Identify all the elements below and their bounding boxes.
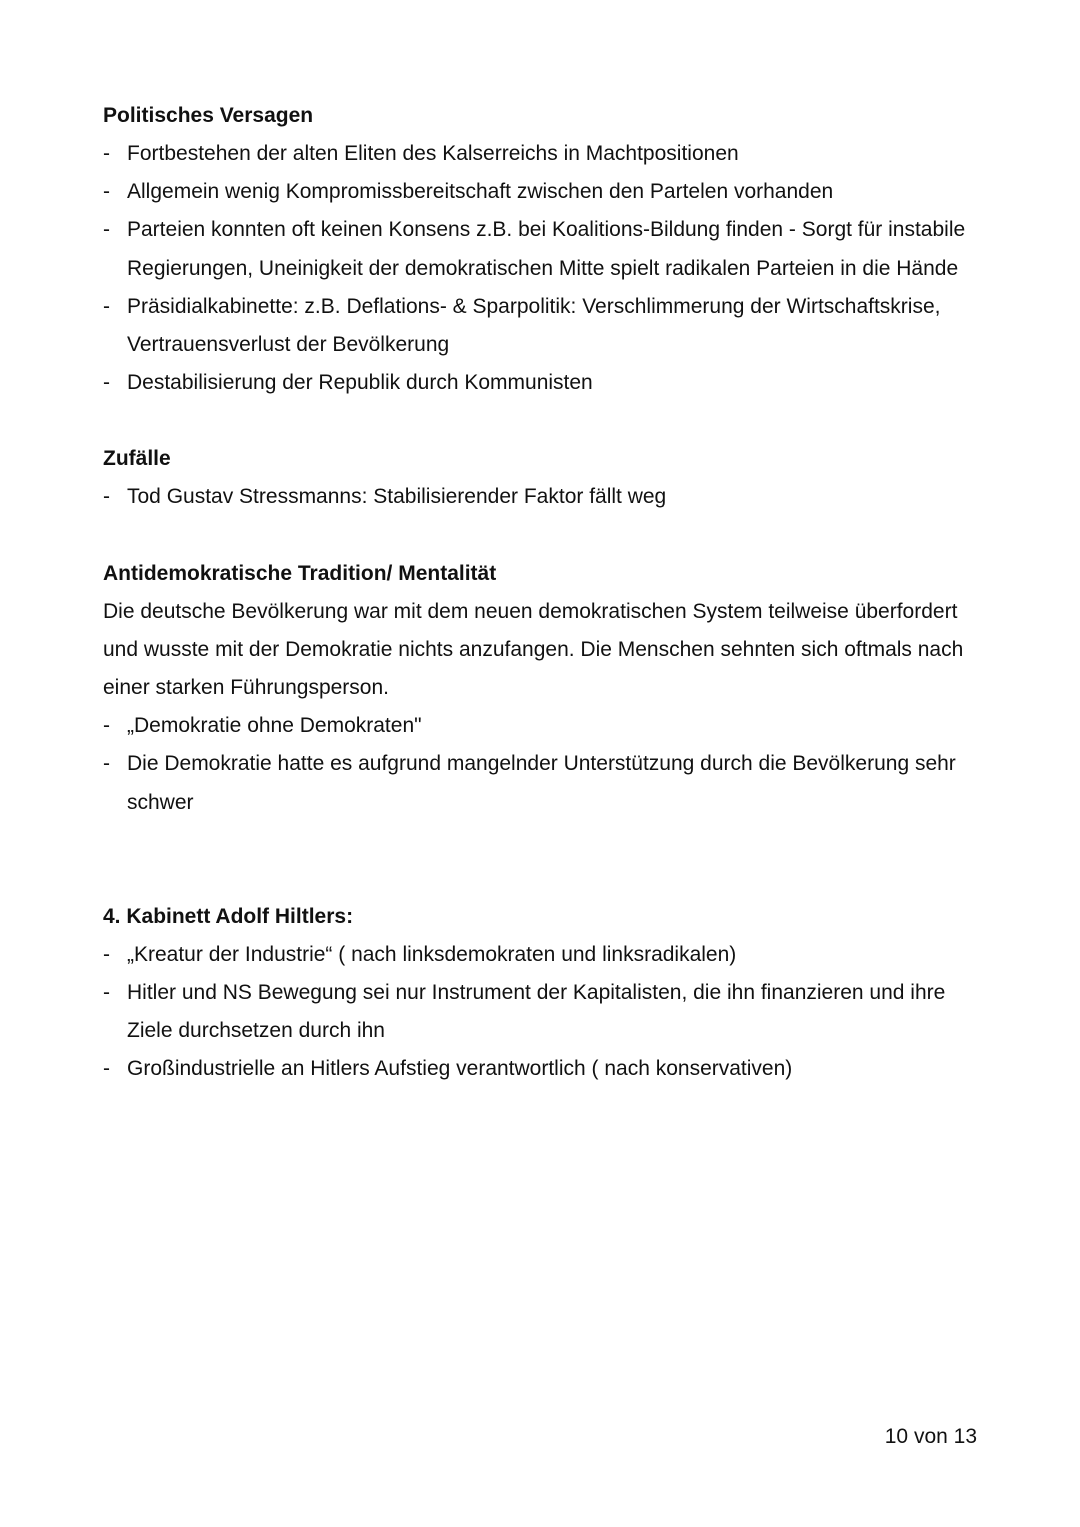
list-item xyxy=(103,173,983,211)
spacer xyxy=(103,822,983,898)
list-item xyxy=(103,745,983,821)
bullet-dash: - xyxy=(103,714,110,738)
list-item-text: „Demokratie ohne Demokraten" xyxy=(127,714,422,738)
list-item xyxy=(103,974,983,1050)
bullet-list xyxy=(103,936,983,1089)
list-item-text: Präsidialkabinette: z.B. Deflations- & Sparpolitik: Verschlimmerung der Wirtschaftskrise, Vertrauensverlust der Bevölkerung xyxy=(127,294,941,357)
section-heading: Antidemokratische Tradition/ Mentalität xyxy=(103,561,497,585)
section-politisches-versagen xyxy=(103,97,983,402)
section-antidemokratische-tradition xyxy=(103,555,983,822)
bullet-dash: - xyxy=(103,294,110,318)
list-item-text: Fortbestehen der alten Eliten des Kalserreichs in Machtpositionen xyxy=(127,142,739,165)
list-item xyxy=(103,936,983,974)
list-item xyxy=(103,288,983,364)
list-item-text: Allgemein wenig Kompromissbereitschaft zwischen den Partelen vorhanden xyxy=(127,180,834,204)
bullet-dash: - xyxy=(103,942,110,966)
bullet-list xyxy=(103,135,983,402)
list-item xyxy=(103,707,983,745)
list-item xyxy=(103,135,983,173)
list-item xyxy=(103,211,983,287)
bullet-dash: - xyxy=(103,142,110,165)
list-item-text: Die Demokratie hatte es aufgrund mangelnder Unterstützung durch die Bevölkerung sehr schwer xyxy=(127,752,956,814)
page-number: 10 von 13 xyxy=(884,1425,977,1448)
list-item-text: „Kreatur der Industrie“ ( nach linksdemokraten und linksradikalen) xyxy=(127,942,737,966)
list-item-text: Hitler und NS Bewegung sei nur Instrument der Kapitalisten, die ihn finanzieren und ihre Ziele durchsetzen durch ihn xyxy=(127,981,946,1043)
list-item xyxy=(103,364,983,402)
bullet-list xyxy=(103,478,983,516)
list-item-text: Destabilisierung der Republik durch Kommunisten xyxy=(127,371,593,395)
document-page xyxy=(103,97,983,1089)
section-paragraph: Die deutsche Bevölkerung war mit dem neuen demokratischen System teilweise überfordert und wusste mit der Demokratie nichts anzufangen. Die Menschen sehnten sich oftmals nach einer starken Führungsperson. xyxy=(103,599,964,700)
list-item xyxy=(103,1050,983,1088)
bullet-dash: - xyxy=(103,371,110,395)
section-zufaelle xyxy=(103,440,983,516)
bullet-dash: - xyxy=(103,218,110,242)
list-item xyxy=(103,478,983,516)
bullet-dash: - xyxy=(103,180,110,204)
bullet-list xyxy=(103,707,983,822)
section-heading: 4. Kabinett Adolf Hiltlers: xyxy=(103,904,354,928)
bullet-dash: - xyxy=(103,1057,110,1081)
spacer xyxy=(103,402,983,440)
section-heading: Politisches Versagen xyxy=(103,104,314,127)
list-item-text: Großindustrielle an Hitlers Aufstieg verantwortlich ( nach konservativen) xyxy=(127,1057,793,1081)
section-kabinett-hitler xyxy=(103,898,983,1089)
bullet-dash: - xyxy=(103,485,110,509)
list-item-text: Parteien konnten oft keinen Konsens z.B. bei Koalitions-Bildung finden - Sorgt für instabile Regierungen, Uneinigkeit der demokratischen Mitte spielt radikalen Parteien in die Hände xyxy=(127,218,966,280)
bullet-dash: - xyxy=(103,981,110,1005)
list-item-text: Tod Gustav Stressmanns: Stabilisierender Faktor fällt weg xyxy=(127,485,667,509)
bullet-dash: - xyxy=(103,752,110,776)
spacer xyxy=(103,517,983,555)
section-heading: Zufälle xyxy=(103,447,171,471)
